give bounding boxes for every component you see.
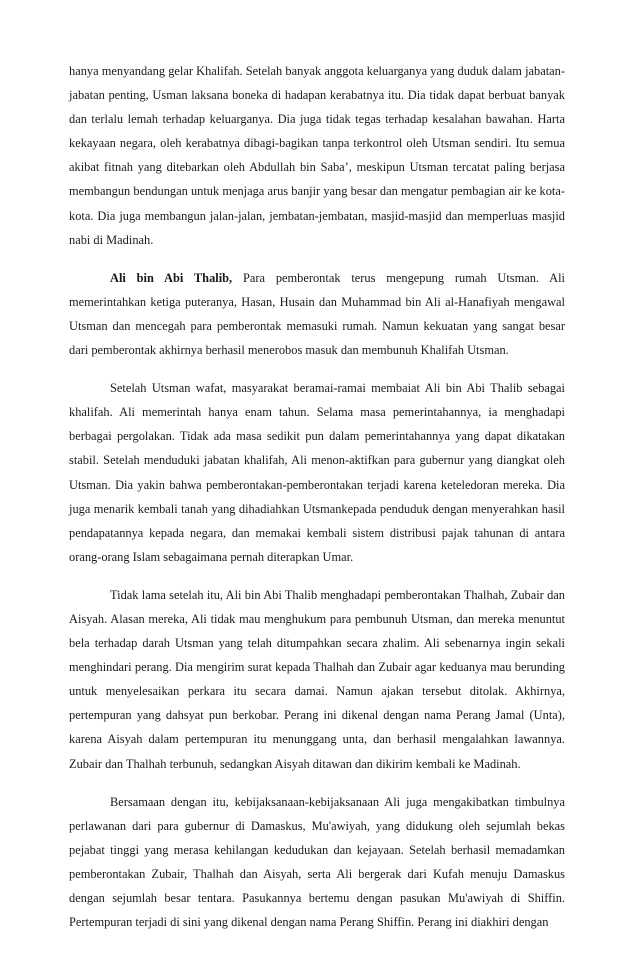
paragraph-1-text: hanya menyandang gelar Khalifah. Setelah banyak anggota keluarganya yang duduk dalam jabatan-jabatan penting, Usman laksana boneka di hadapan kerabatnya itu. Dia tidak dapat berbuat banyak dan terlalu lemah terhadap keluarganya. Dia juga tidak tegas terhadap kesalahan bawahan. Harta kekayaan negara, oleh kerabatnya dibagi-bagikan tanpa terkontrol oleh Utsman sendiri. Itu semua akibat fitnah yang ditebarkan oleh Abdullah bin Saba’, meskipun Utsman tercatat paling berjasa membangun bendungan untuk menjaga arus banjir yang besar dan mengatur pembagian air ke kota-kota. Dia juga membangun jalan-jalan, jembatan-jembatan, masjid-masjid dan memperluas masjid nabi di Madinah. bbox=[69, 64, 565, 247]
paragraph-5 bbox=[69, 790, 565, 935]
paragraph-3-text: Setelah Utsman wafat, masyarakat beramai-ramai membaiat Ali bin Abi Thalib sebagai khalifah. Ali memerintah hanya enam tahun. Selama masa pemerintahannya, ia menghadapi berbagai pergolakan. Tidak ada masa sedikit pun dalam pemerintahannya yang dapat dikatakan stabil. Setelah menduduki jabatan khalifah, Ali menon-aktifkan para gubernur yang diangkat oleh Utsman. Dia yakin bahwa pemberontakan-pemberontakan terjadi karena keteledoran mereka. Dia juga menarik kembali tanah yang dihadiahkan Utsmankepada penduduk dengan menyerahkan hasil pendapatannya kepada negara, dan memakai kembali sistem distribusi pajak tahunan di antara orang-orang Islam sebagaimana pernah diterapkan Umar. bbox=[69, 381, 565, 564]
paragraph-2-text: Para pemberontak terus mengepung rumah Utsman. Ali memerintahkan ketiga puteranya, Hasan, Husain dan Muhammad bin Ali al-Hanafiyah mengawal Utsman dan mencegah para pemberontak memasuki rumah. Namun kekuatan yang sangat besar dari pemberontak akhirnya berhasil menerobos masuk dan membunuh Khalifah Utsman. bbox=[69, 270, 565, 358]
paragraph-4 bbox=[69, 583, 565, 776]
paragraph-4-text: Tidak lama setelah itu, Ali bin Abi Thalib menghadapi pemberontakan Thalhah, Zubair dan Aisyah. Alasan mereka, Ali tidak mau menghukum para pembunuh Utsman, dan mereka menuntut bela terhadap darah Utsman yang telah ditumpahkan secara zhalim. Ali sebenarnya ingin sekali menghindari perang. Dia mengirim surat kepada Thalhah dan Zubair agar keduanya mau berunding untuk menyelesaikan perkara itu secara damai. Namun ajakan tersebut ditolak. Akhirnya, pertempuran yang dahsyat pun berkobar. Perang ini dikenal dengan nama Perang Jamal (Unta), karena Aisyah dalam pertempuran itu menunggang unta, dan berhasil mengalahkan lawannya. Zubair dan Thalhah terbunuh, sedangkan Aisyah ditawan dan dikirim kembali ke Madinah. bbox=[69, 587, 565, 771]
paragraph-3 bbox=[69, 376, 565, 569]
paragraph-5-text: Bersamaan dengan itu, kebijaksanaan-kebijaksanaan Ali juga mengakibatkan timbulnya perlawanan dari para gubernur di Damaskus, Mu'awiyah, yang didukung oleh sejumlah bekas pejabat tinggi yang merasa kehilangan kedudukan dan kejayaan. Setelah berhasil memadamkan pemberontakan Zubair, Thalhah dan Aisyah, serta Ali bergerak dari Kufah menuju Damaskus dengan sejumlah besar tentara. Pasukannya bertemu dengan pasukan Mu'awiyah di Shiffin. Pertempuran terjadi di sini yang dikenal dengan nama Perang Shiffin. Perang ini diakhiri dengan bbox=[69, 794, 565, 930]
paragraph-2 bbox=[69, 266, 565, 362]
body-text bbox=[69, 59, 565, 948]
paragraph-1 bbox=[69, 59, 565, 252]
paragraph-2-lead: Ali bin Abi Thalib, bbox=[110, 270, 233, 285]
